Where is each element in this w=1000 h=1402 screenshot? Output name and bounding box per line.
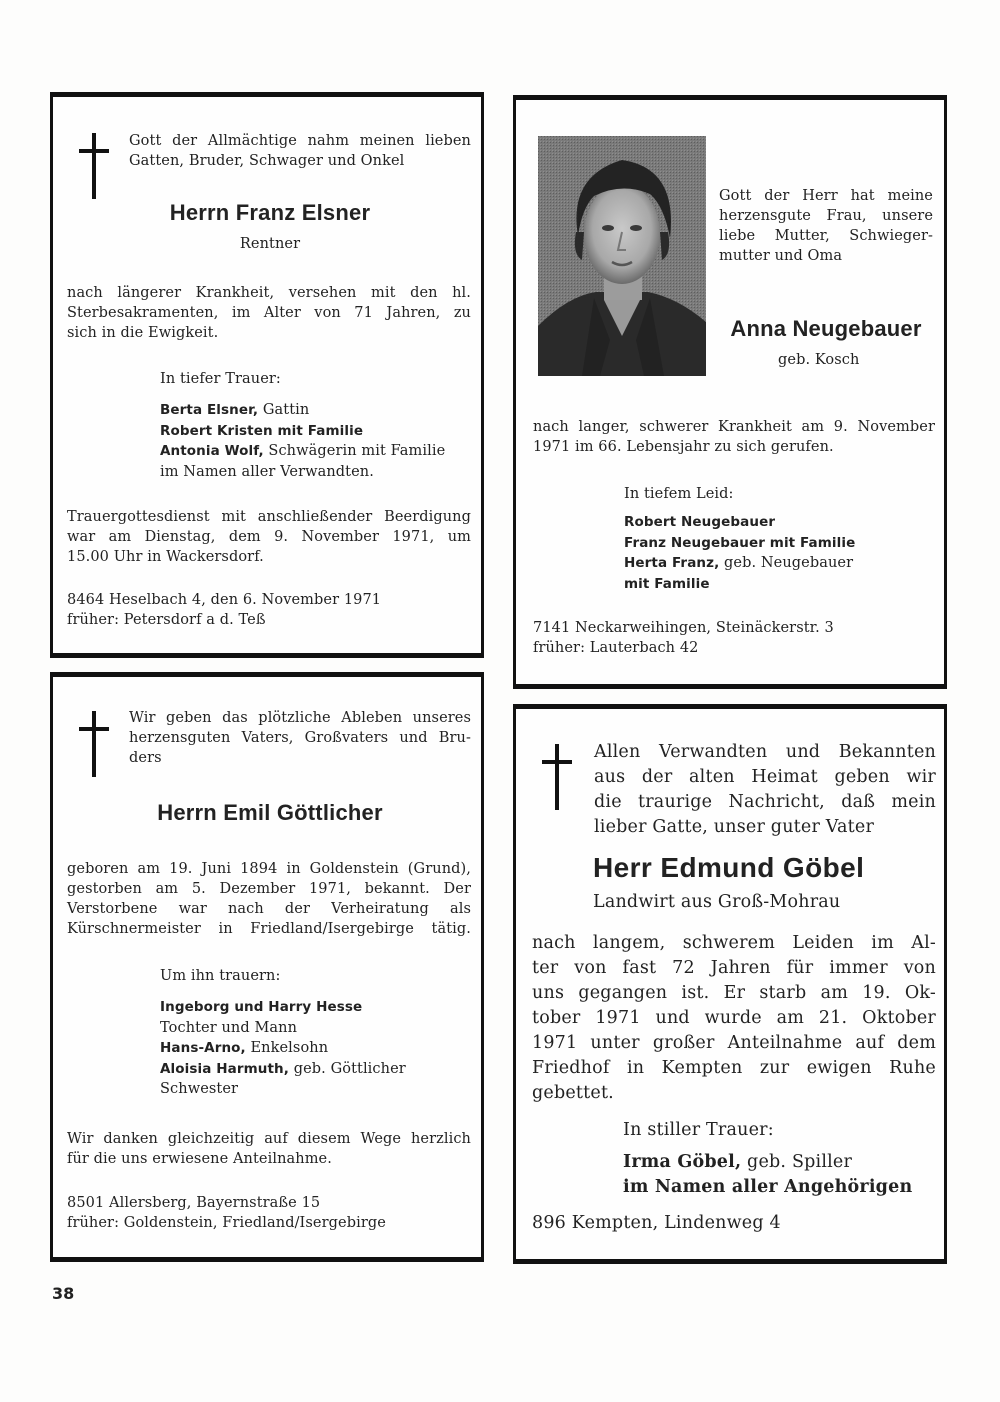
service-line: 15.00 Uhr in Wackersdorf. [67, 549, 264, 565]
mourning-heading: In tiefem Leid: [624, 486, 734, 502]
deceased-title: Rentner [239, 236, 301, 252]
obituary-franz-elsner [50, 92, 484, 658]
address-line: 7141 Neckarweihingen, Steinäckerstr. 3 [533, 620, 834, 636]
mourners-list [160, 400, 475, 482]
body-line: Verstorbene war nach der Verheiratung als [67, 901, 471, 917]
mourner-name: Aloisia Harmuth, [160, 1060, 289, 1077]
mourner-name: Irma Göbel, [623, 1152, 742, 1172]
cross-icon [542, 744, 572, 812]
body-line: ter von fast 72 Jahren für immer von [532, 958, 936, 978]
mourners-list [160, 997, 475, 1100]
intro-line: herzensguten Vaters, Großvaters und Bru- [129, 730, 471, 746]
body-line: uns gegangen ist. Er starb am 19. Ok- [532, 983, 936, 1003]
deceased-name: Herr Edmund Göbel [593, 852, 865, 883]
deceased-name: Herrn Emil Göttlicher [157, 800, 383, 825]
address-line: 8501 Allersberg, Bayernstraße 15 [67, 1195, 321, 1211]
thanks-line: Wir danken gleichzeitig auf diesem Wege herzlich [67, 1131, 471, 1147]
intro-line: mutter und Oma [719, 248, 843, 264]
body-line: sich in die Ewigkeit. [67, 325, 219, 341]
mourner-name: Herta Franz, [624, 555, 720, 571]
body-line: gebettet. [532, 1083, 614, 1103]
body-line: gestorben am 5. Dezember 1971, bekannt. Der [67, 881, 471, 897]
body-line: Kürschnermeister in Friedland/Isergebirge tätig. [67, 921, 471, 937]
body-line: nach längerer Krankheit, versehen mit den hl. [67, 285, 471, 301]
intro-line: Gott der Allmächtige nahm meinen lieben [129, 133, 471, 149]
mourner-name: Berta Elsner, [160, 402, 259, 418]
mourner-relation: Gattin [258, 402, 310, 418]
address-line: früher: Petersdorf a d. Teß [67, 612, 266, 628]
body-line: tober 1971 und wurde am 21. Oktober [532, 1008, 936, 1028]
deceased-name: Herrn Franz Elsner [169, 200, 371, 225]
page-number: 38 [52, 1284, 75, 1303]
portrait-photo [538, 136, 706, 376]
intro-line: aus der alten Heimat geben wir [594, 767, 936, 787]
body-line: nach langer, schwerer Krankheit am 9. November [533, 419, 935, 435]
mourner-name: Robert Kristen mit Familie [160, 422, 364, 439]
mourners-list [623, 1150, 943, 1200]
mourners-list [624, 512, 939, 594]
maiden-name: geb. Kosch [778, 352, 860, 368]
intro-line: Allen Verwandten und Bekannten [594, 742, 936, 762]
obituary-emil-goettlicher [50, 672, 484, 1262]
mourning-heading: In tiefer Trauer: [160, 371, 281, 387]
mourner-name: Hans-Arno, [160, 1040, 246, 1056]
mourner-name: Ingeborg und Harry Hesse [160, 999, 363, 1015]
address-line: 896 Kempten, Lindenweg 4 [532, 1213, 781, 1233]
mourner-relation: Schwester [160, 1081, 239, 1097]
address-line: früher: Lauterbach 42 [533, 640, 699, 656]
thanks-line: für die uns erwiesene Anteilnahme. [67, 1151, 332, 1167]
mourner-relation: geb. Göttlicher [289, 1060, 406, 1077]
cross-icon [79, 711, 109, 779]
service-line: Trauergottesdienst mit anschließender Beerdigung [67, 509, 471, 525]
deceased-title: Landwirt aus Groß-Mohrau [593, 892, 841, 912]
service-line: war am Dienstag, dem 9. November 1971, um [67, 529, 471, 545]
mourner-relation: Tochter und Mann [160, 1019, 298, 1036]
intro-line: liebe Mutter, Schwieger- [719, 228, 933, 244]
intro-line: die traurige Nachricht, daß mein [594, 792, 936, 812]
address-line: früher: Goldenstein, Friedland/Isergebirge [67, 1215, 386, 1231]
intro-line: lieber Gatte, unser guter Vater [594, 817, 875, 837]
intro-line: Gott der Herr hat meine [719, 188, 933, 204]
mourner-relation: im Namen aller Verwandten. [160, 463, 374, 480]
mourner-relation: geb. Neugebauer [719, 555, 854, 571]
address-line: 8464 Heselbach 4, den 6. November 1971 [67, 592, 382, 608]
mourner-name: Robert Neugebauer [624, 514, 776, 530]
body-line: nach langem, schwerem Leiden im Al- [532, 933, 936, 953]
intro-line: herzensgute Frau, unsere [719, 208, 933, 224]
mourning-heading: Um ihn trauern: [160, 968, 281, 984]
deceased-name: Anna Neugebauer [730, 316, 922, 341]
intro-line: ders [129, 750, 162, 766]
mourner-name: Antonia Wolf, [160, 443, 264, 459]
obituary-edmund-goebel [513, 704, 947, 1264]
body-line: geboren am 19. Juni 1894 in Goldenstein (Grund), [67, 861, 471, 877]
mourner-relation: Schwägerin mit Familie [263, 443, 446, 459]
intro-line: Wir geben das plötzliche Ableben unseres [129, 710, 471, 726]
body-line: 1971 unter großer Anteilnahme auf dem [532, 1033, 936, 1053]
mourner-relation: geb. Spiller [741, 1152, 853, 1172]
obituary-anna-neugebauer [513, 95, 947, 689]
mourner-name: mit Familie [624, 575, 710, 592]
cross-icon [79, 133, 109, 201]
body-line: Friedhof in Kempten zur ewigen Ruhe [532, 1058, 936, 1078]
body-line: 1971 im 66. Lebensjahr zu sich gerufen. [533, 439, 834, 455]
mourner-name: Franz Neugebauer mit Familie [624, 534, 856, 551]
body-line: Sterbesakramenten, im Alter von 71 Jahren, zu [67, 305, 471, 321]
mourning-heading: In stiller Trauer: [623, 1120, 774, 1140]
mourner-name: im Namen aller Angehörigen [623, 1177, 913, 1197]
intro-line: Gatten, Bruder, Schwager und Onkel [129, 153, 405, 169]
mourner-relation: Enkelsohn [245, 1040, 329, 1056]
